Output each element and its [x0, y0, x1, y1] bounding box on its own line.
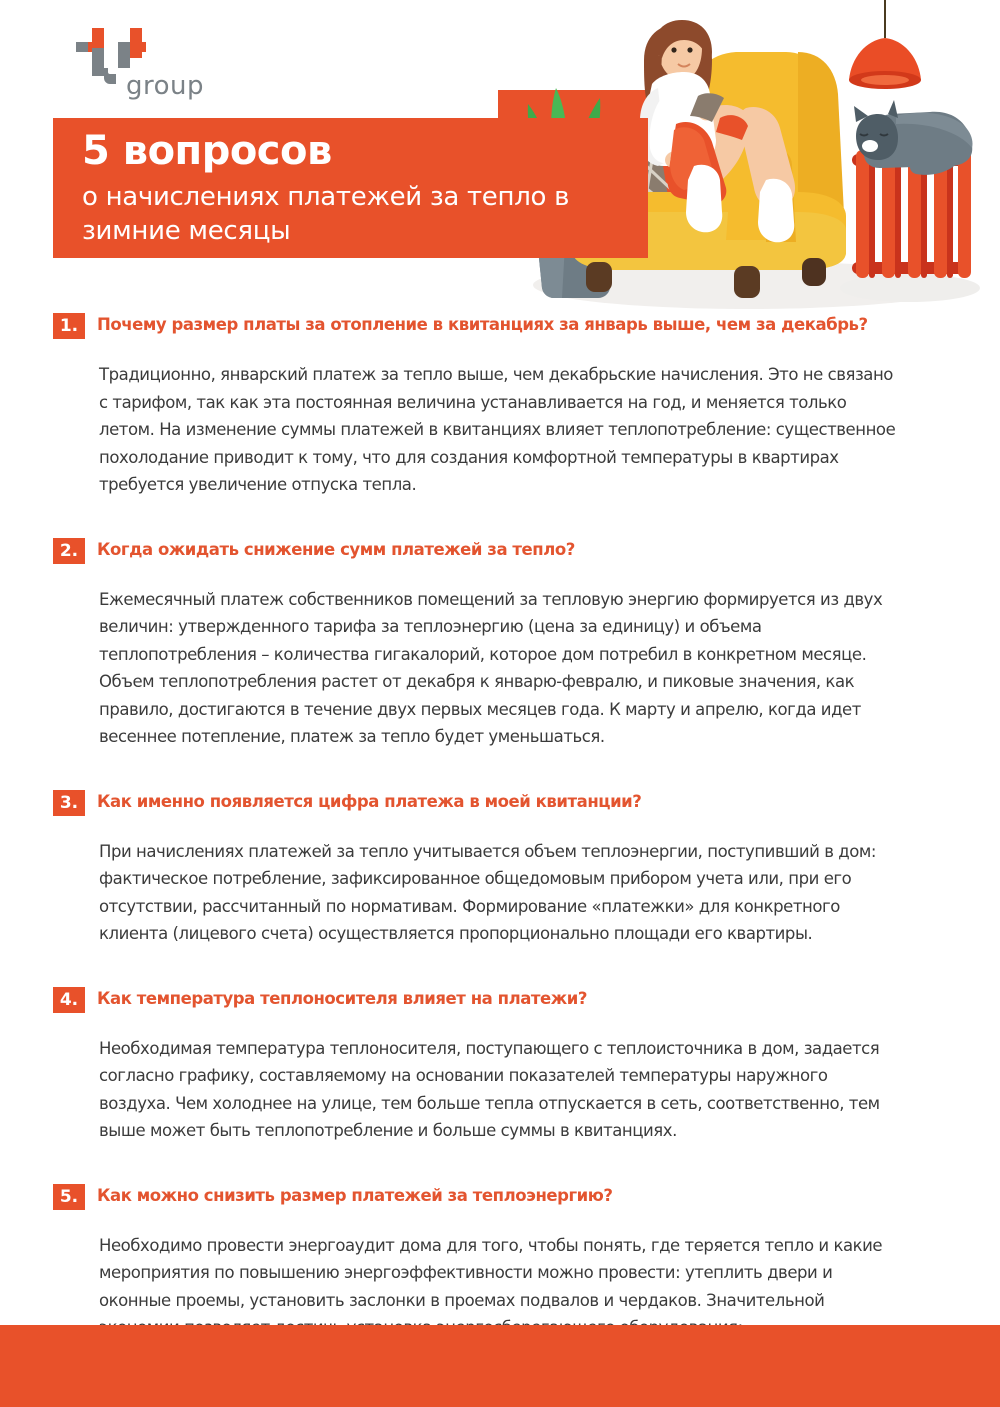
answer-text: Ежемесячный платеж собственников помещений за тепловую энергию формируется из двух величин: утвержденного тарифа за теплоэнергию (цена за единицу) и объема теплопотребления – количества гигакалорий, которое дом потребил в конкретном месяце. Объем теплопотребления растет от декабря к январю-февралю, и пиковые значения, как правило, достигаются в течение двух первых месяцев года. К марту и апрелю, когда идет весеннее потепление, платеж за тепло будет уменьшаться. [99, 589, 883, 746]
qa-heading-5 [53, 1183, 945, 1210]
question-number-badge: 3. [53, 790, 85, 816]
qa-heading-4 [53, 986, 945, 1013]
question-number-badge: 5. [53, 1184, 85, 1210]
brand-logo [70, 26, 260, 104]
spacer [0, 499, 1000, 537]
spacer [0, 751, 1000, 789]
answer-text: Необходимо провести энергоаудит дома для того, чтобы понять, где теряется тепло и какие мероприятия по повышению энергоэффективности можно провести: утеплить двери и оконные проемы, установить заслонки в проемах подвалов и чердаков. Значительной [99, 1235, 883, 1310]
sock-icon [758, 179, 794, 243]
qa-item-3 [0, 789, 1000, 948]
chair-leg [586, 262, 612, 292]
answer-text: При начислениях платежей за тепло учитывается объем теплоэнергии, поступивший в дом: фактическое потребление, зафиксированное общедомовым прибором учета или, при его отсутствии, рассчитанный по нормативам. Формирование «платежки» для конкретного клиента (лицевого счета) осуществляется пропорционально площади его квартиры. [99, 841, 876, 943]
question-number-badge: 1. [53, 313, 85, 339]
question-text: Почему размер платы за отопление в квитанциях за январь выше, чем за декабрь? [97, 315, 868, 334]
logo-wordmark: group [126, 71, 205, 101]
question-text: Как именно появляется цифра платежа в моей квитанции? [97, 791, 642, 811]
banner-subtitle: о начислениях платежей за тепло в зимние месяцы [82, 182, 570, 246]
question-text: Когда ожидать снижение сумм платежей за тепло? [97, 539, 575, 559]
qa-item-1 [0, 312, 1000, 499]
qa-item-4 [0, 986, 1000, 1145]
cat-on-radiator-icon [854, 100, 973, 175]
radiator-icon [840, 150, 980, 302]
qa-heading-1 [53, 312, 945, 339]
qa-item-5 [0, 1183, 1000, 1342]
sock-icon [686, 165, 722, 233]
qa-item-2 [0, 537, 1000, 751]
answer-text: Традиционно, январский платеж за тепло выше, чем декабрьские начисления. Это не связано с тарифом, так как эта постоянная величина устанавливается на год, и меняется только летом. На изменение суммы платежей в квитанциях влияет теплопотребление: существенное похолодание приводит к тому, что для создания комфортной температуры в квартирах требуется увеличение отпуска тепла. [99, 365, 896, 494]
answer-text: Необходимая температура теплоносителя, поступающего с теплоисточника в дом, задается согласно графику, составляемому на основании показателей температуры наружного воздуха. Чем холоднее на улице, тем больше тепла отпускается в сеть, соответственно, тем выше может быть теплопотребление и больше суммы в квитанциях. [99, 1038, 880, 1140]
spacer [0, 948, 1000, 986]
header-banner [53, 118, 648, 258]
banner-title: 5 вопросов [82, 128, 332, 174]
pendant-lamp-icon [849, 0, 921, 89]
qa-heading-2 [53, 537, 945, 564]
qa-heading-3 [53, 789, 945, 816]
spacer [0, 1145, 1000, 1183]
chair-leg [734, 266, 760, 298]
question-text: Как можно снизить размер платежей за теплоэнергию? [97, 1185, 613, 1205]
question-number-badge: 2. [53, 538, 85, 564]
question-text: Как температура теплоносителя влияет на платежи? [97, 988, 587, 1008]
footer-band [0, 1325, 1000, 1407]
question-number-badge: 4. [53, 987, 85, 1013]
questions-list [0, 312, 1000, 1342]
chair-leg [802, 258, 826, 286]
